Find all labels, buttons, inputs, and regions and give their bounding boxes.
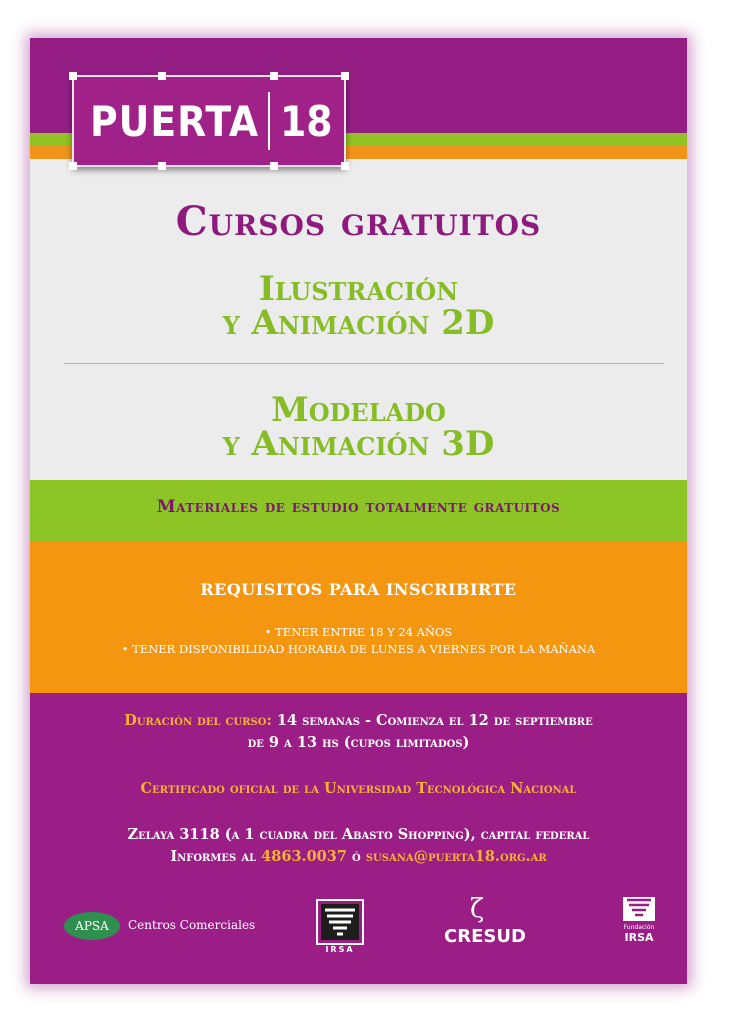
address-block xyxy=(30,824,687,868)
course-2d-line1: Ilustración xyxy=(258,269,459,309)
email-link[interactable]: susana@puerta18.org.ar xyxy=(365,848,547,865)
apsa-label: Centros Comerciales xyxy=(128,918,256,932)
course-2d xyxy=(30,269,687,343)
divider xyxy=(64,363,664,364)
poster xyxy=(30,38,687,984)
certificate-text: Certificado oficial de la Universidad Tecnológica Nacional xyxy=(140,780,577,797)
requirement-item: • TENER DISPONIBILIDAD HORARIA DE LUNES A VIERNES POR LA MAÑANA xyxy=(121,642,596,656)
course-3d-line1: Modelado xyxy=(271,390,446,430)
course-2d-line2: y Animación 2D xyxy=(222,303,495,343)
fundacion-label: Fundación xyxy=(623,924,655,931)
course-3d xyxy=(30,390,687,464)
cresud-label: CRESUD xyxy=(444,926,526,947)
address-text: Zelaya 3118 (a 1 cuadra del Abasto Shopping), capital federal xyxy=(127,826,590,843)
logo-number: 18 xyxy=(280,96,333,146)
duration-text: 14 semanas - Comienza el 12 de septiembre xyxy=(276,712,593,729)
logo-word: PUERTA xyxy=(90,96,260,146)
puerta18-logo xyxy=(72,75,346,167)
cresud-mark-icon: ζ xyxy=(470,894,485,924)
requirements-band xyxy=(30,542,687,693)
materials-text: Materiales de estudio totalmente gratuitos xyxy=(156,497,561,517)
duration-info xyxy=(30,710,687,754)
duration-line2: de 9 a 13 hs (cupos limitados) xyxy=(247,734,470,751)
phone-link[interactable]: 4863.0037 xyxy=(261,848,347,865)
course-3d-line2: y Animación 3D xyxy=(222,424,495,464)
requirement-item: • TENER ENTRE 18 Y 24 AÑOS xyxy=(264,625,453,639)
irsa-logo-icon xyxy=(315,898,365,946)
duration-label: Duración del curso: xyxy=(124,712,272,729)
apsa-logo: APSA xyxy=(64,912,120,940)
fundacion-irsa-label: IRSA xyxy=(624,931,654,944)
contact-prefix: Informes al xyxy=(170,848,257,865)
fundacion-irsa-logo-icon xyxy=(622,896,656,922)
irsa-label: IRSA xyxy=(325,945,355,954)
contact-connector: ó xyxy=(352,848,361,865)
page-title: Cursos gratuitos xyxy=(175,198,542,245)
requirements-title: REQUISITOS PARA INSCRIBIRTE xyxy=(200,580,517,599)
